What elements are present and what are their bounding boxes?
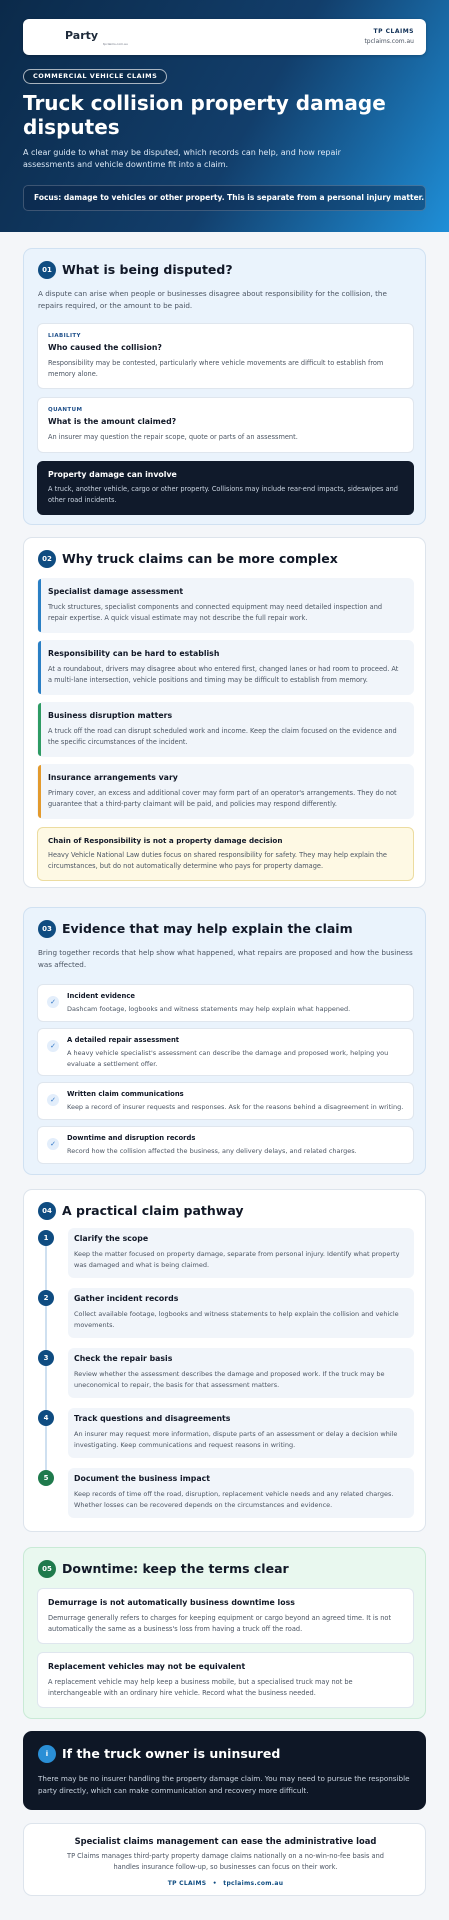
footer-cta [23, 1823, 426, 1896]
logo-tagline: tpclaims.com.au [103, 42, 128, 46]
evidence-body: Record how the collision affected the business, any delivery delays, and related charges. [67, 1147, 357, 1155]
pathway-step [68, 1228, 414, 1278]
card-kicker: LIABILITY [48, 333, 81, 339]
step-body: Collect available footage, logbooks and witness statements to help explain the collision and vehicle movements. [74, 1310, 399, 1329]
step-number: 5 [38, 1470, 54, 1486]
section-what-disputed [23, 248, 426, 525]
section-downtime [23, 1547, 426, 1719]
check-icon: ✓ [47, 1138, 59, 1150]
property-damage-card [37, 461, 414, 515]
step-number: 3 [38, 1350, 54, 1366]
pathway-step [68, 1408, 414, 1458]
step-body: Review whether the assessment describes the damage and proposed work. If the truck may be uneconomical to repair, the basis for that assessment matters. [74, 1370, 385, 1389]
card-accent [38, 641, 41, 694]
logo[interactable]: Party [65, 29, 99, 42]
site-header [23, 19, 426, 55]
section-title: What is being disputed? [62, 262, 233, 277]
cta-title: Specialist claims management can ease the administrative load [74, 1836, 377, 1846]
card-title: Who caused the collision? [48, 343, 162, 352]
evidence-body: Keep a record of insurer requests and responses. Ask for the reasons behind a disagreement in writing. [67, 1103, 404, 1111]
section-title: Downtime: keep the terms clear [62, 1561, 289, 1576]
brand-site-link[interactable]: tpclaims.com.au [364, 38, 414, 45]
card-title: Insurance arrangements vary [48, 773, 178, 782]
card-body: A replacement vehicle may help keep a business mobile, but a specialised truck may not be interchangeable with an ordinary hire vehicle. Record what the business needed. [48, 1678, 353, 1697]
card-title: Replacement vehicles may not be equivalent [48, 1662, 246, 1671]
evidence-item [37, 1028, 414, 1076]
site-link[interactable]: tpclaims.com.au [223, 1880, 284, 1887]
section-number: 01 [38, 261, 56, 279]
section-body: There may be no insurer handling the property damage claim. You may need to pursue the responsible party directly, which can make communication and recovery more difficult. [38, 1774, 410, 1795]
section-why-complex [23, 537, 426, 888]
pathway-step [68, 1348, 414, 1398]
step-title: Document the business impact [74, 1474, 210, 1483]
note-title: Chain of Responsibility is not a property damage decision [48, 836, 283, 845]
evidence-title: Written claim communications [67, 1090, 184, 1098]
step-number: 1 [38, 1230, 54, 1246]
card-accent [38, 579, 41, 632]
section-uninsured [23, 1731, 426, 1810]
info-icon: i [38, 1745, 56, 1763]
section-number: 02 [38, 550, 56, 568]
card-body: Truck structures, specialist components and connected equipment may need detailed inspection and repair expertise. A quick visual estimate may not describe the full repair work. [48, 603, 383, 622]
card-accent [38, 703, 41, 756]
complexity-card [37, 764, 414, 819]
section-title: A practical claim pathway [62, 1203, 244, 1218]
card-body: A truck off the road can disrupt scheduled work and income. Keep the claim focused on the evidence and the specific circumstances of the incident. [48, 727, 397, 746]
evidence-item [37, 984, 414, 1022]
step-number: 2 [38, 1290, 54, 1306]
section-title: Evidence that may help explain the claim [62, 921, 353, 936]
evidence-title: A detailed repair assessment [67, 1036, 180, 1044]
evidence-body: A heavy vehicle specialist's assessment can describe the damage and proposed work, helping you evaluate a settlement offer. [67, 1049, 389, 1068]
card-title: Responsibility can be hard to establish [48, 649, 220, 658]
complexity-card [37, 640, 414, 695]
evidence-title: Incident evidence [67, 992, 135, 1000]
note-body: Heavy Vehicle National Law duties focus on shared responsibility for safety. They may help explain the circumstances, but do not automatically determine who pays for property damage. [48, 851, 387, 870]
evidence-body: Dashcam footage, logbooks and witness statements may help explain what happened. [67, 1005, 351, 1013]
section-number: 04 [38, 1202, 56, 1220]
cta-links [24, 1880, 427, 1887]
step-body: An insurer may request more information, dispute parts of an assessment or delay a decision while investigating. Keep communications and request reasons in writing. [74, 1430, 398, 1449]
section-evidence [23, 907, 426, 1175]
card-body: Primary cover, an excess and additional cover may form part of an operator's arrangements. They do not guarantee that a third-party claimant will be paid, and policies may respond differently. [48, 789, 397, 808]
quantum-card [37, 397, 414, 453]
step-body: Keep records of time off the road, disruption, replacement vehicle needs and any related charges. Whether losses can be recovered depends on the circumstances and evidence. [74, 1490, 394, 1509]
brand-name: TP CLAIMS [373, 28, 414, 35]
section-claim-pathway [23, 1189, 426, 1532]
downtime-card [37, 1652, 414, 1708]
step-title: Track questions and disagreements [74, 1414, 231, 1423]
complexity-card [37, 578, 414, 633]
hero-banner [0, 0, 449, 232]
evidence-item [37, 1082, 414, 1120]
step-title: Gather incident records [74, 1294, 179, 1303]
complexity-card [37, 702, 414, 757]
pathway-step [68, 1288, 414, 1338]
card-accent [38, 765, 41, 818]
pathway-step [68, 1468, 414, 1518]
card-title: Property damage can involve [48, 470, 177, 479]
check-icon: ✓ [47, 1040, 59, 1052]
section-number: 03 [38, 920, 56, 938]
card-title: What is the amount claimed? [48, 417, 177, 426]
cta-body: TP Claims manages third-party property damage claims nationally on a no-win-no-fee basis and handles insurance follow-up, so businesses can focus on their work. [67, 1852, 384, 1871]
check-icon: ✓ [47, 1094, 59, 1106]
card-body: An insurer may question the repair scope, quote or parts of an assessment. [48, 433, 298, 441]
page-lead: A clear guide to what may be disputed, which records can help, and how repair assessments and vehicle downtime fit into a claim. [23, 148, 341, 169]
step-title: Clarify the scope [74, 1234, 149, 1243]
section-title: Why truck claims can be more complex [62, 551, 338, 566]
card-body: A truck, another vehicle, cargo or other property. Collisions may include rear-end impacts, sideswipes and other road incidents. [48, 485, 398, 504]
brand-name: TP CLAIMS [167, 1880, 207, 1887]
section-intro: A dispute can arise when people or businesses disagree about responsibility for the collision, the repairs required, or the amount to be paid. [38, 289, 387, 310]
section-number: 05 [38, 1560, 56, 1578]
section-intro: Bring together records that help show what happened, what repairs are proposed and how the business was affected. [38, 948, 413, 969]
focus-callout: Focus: damage to vehicles or other property. This is separate from a personal injury matter. [23, 185, 426, 211]
card-title: Specialist damage assessment [48, 587, 184, 596]
downtime-card [37, 1588, 414, 1644]
evidence-title: Downtime and disruption records [67, 1134, 196, 1142]
evidence-item [37, 1126, 414, 1164]
card-kicker: QUANTUM [48, 407, 83, 413]
card-body: Demurrage generally refers to charges for keeping equipment or cargo beyond an agreed time. It is not automatically the same as a business's loss from having a truck off the road. [48, 1614, 392, 1633]
card-body: Responsibility may be contested, particularly where vehicle movements are difficult to establish from memory alone. [48, 359, 384, 378]
category-pill: COMMERCIAL VEHICLE CLAIMS [23, 69, 167, 84]
page-title: Truck collision property damage disputes [23, 91, 386, 139]
chain-of-responsibility-note [37, 827, 414, 881]
card-title: Business disruption matters [48, 711, 173, 720]
card-body: At a roundabout, drivers may disagree about who entered first, changed lanes or had room to proceed. At a multi-lane intersection, vehicle positions and timing may be difficult to establish from memory. [48, 665, 399, 684]
step-number: 4 [38, 1410, 54, 1426]
check-icon: ✓ [47, 996, 59, 1008]
step-body: Keep the matter focused on property damage, separate from personal injury. Identify what property was damaged and what is being claimed. [74, 1250, 400, 1269]
separator: • [212, 1880, 217, 1887]
card-title: Demurrage is not automatically business downtime loss [48, 1598, 295, 1607]
step-title: Check the repair basis [74, 1354, 173, 1363]
liability-card [37, 323, 414, 389]
section-title: If the truck owner is uninsured [62, 1746, 281, 1761]
